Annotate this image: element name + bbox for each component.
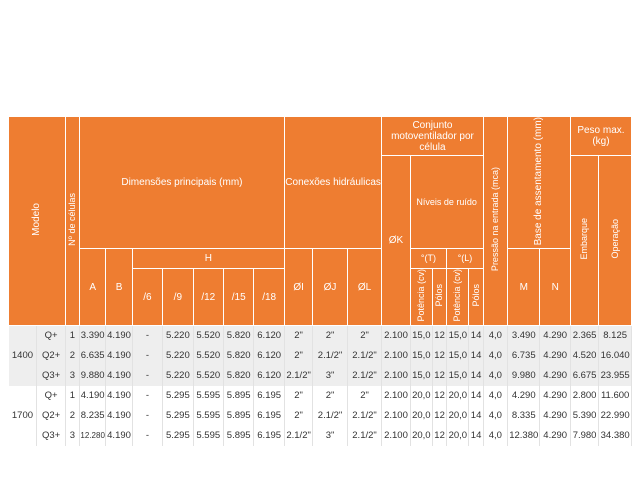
celulas-cell: 1 bbox=[65, 386, 79, 406]
h12-cell: 5.520 bbox=[193, 325, 223, 346]
h9-cell: 5.220 bbox=[163, 366, 193, 386]
header-h: H bbox=[132, 249, 284, 269]
header-h12: /12 bbox=[193, 269, 223, 326]
ol-cell: 2.1/2" bbox=[347, 366, 382, 386]
pressao-cell: 4,0 bbox=[483, 366, 507, 386]
header-peso: Peso max. (kg) bbox=[570, 117, 631, 156]
a-cell: 8.235 bbox=[79, 406, 105, 426]
a-cell: 4.190 bbox=[79, 386, 105, 406]
n-cell: 4.290 bbox=[540, 346, 570, 366]
header-polos-l: Pólos bbox=[469, 269, 483, 326]
operacao-cell: 34.380 bbox=[599, 426, 632, 446]
potencia-l-cell: 15,0 bbox=[447, 366, 469, 386]
pressao-cell: 4,0 bbox=[483, 426, 507, 446]
ok-cell: 2.100 bbox=[382, 426, 410, 446]
modelo-cell: 1700 bbox=[9, 386, 37, 446]
polos-l-cell: 14 bbox=[469, 366, 483, 386]
ok-cell: 2.100 bbox=[382, 406, 410, 426]
h12-cell: 5.520 bbox=[193, 366, 223, 386]
potencia-t-cell: 20,0 bbox=[410, 406, 432, 426]
oj-cell: 2.1/2" bbox=[313, 406, 347, 426]
h12-cell: 5.520 bbox=[193, 346, 223, 366]
embarque-cell: 2.365 bbox=[570, 325, 598, 346]
ol-cell: 2" bbox=[347, 386, 382, 406]
polos-l-cell: 14 bbox=[469, 325, 483, 346]
a-cell: 9.880 bbox=[79, 366, 105, 386]
polos-l-cell: 14 bbox=[469, 346, 483, 366]
celulas-cell: 3 bbox=[65, 426, 79, 446]
oi-cell: 2" bbox=[284, 346, 312, 366]
h12-cell: 5.595 bbox=[193, 406, 223, 426]
header-ol: ØL bbox=[347, 249, 382, 326]
n-cell: 4.290 bbox=[540, 366, 570, 386]
h6-cell: - bbox=[132, 346, 162, 366]
m-cell: 12.380 bbox=[508, 426, 540, 446]
oj-cell: 2" bbox=[313, 386, 347, 406]
pressao-cell: 4,0 bbox=[483, 406, 507, 426]
variante-cell: Q2+ bbox=[37, 406, 65, 426]
operacao-cell: 23.955 bbox=[599, 366, 632, 386]
m-cell: 8.335 bbox=[508, 406, 540, 426]
h9-cell: 5.295 bbox=[163, 406, 193, 426]
h15-cell: 5.820 bbox=[223, 366, 253, 386]
header-modelo: Modelo bbox=[9, 117, 66, 326]
b-cell: 4.190 bbox=[106, 406, 132, 426]
header-conjunto: Conjunto motoventilador por célula bbox=[382, 117, 483, 156]
polos-l-cell: 14 bbox=[469, 426, 483, 446]
variante-cell: Q+ bbox=[37, 325, 65, 346]
embarque-cell: 6.675 bbox=[570, 366, 598, 386]
operacao-cell: 22.990 bbox=[599, 406, 632, 426]
potencia-t-cell: 15,0 bbox=[410, 366, 432, 386]
header-niveis: Níveis de ruído bbox=[410, 156, 483, 249]
polos-l-cell: 14 bbox=[469, 386, 483, 406]
header-a: A bbox=[79, 249, 105, 326]
h6-cell: - bbox=[132, 386, 162, 406]
header-conexoes: Conexões hidráulicas bbox=[284, 117, 381, 249]
table-header bbox=[9, 117, 632, 326]
oj-cell: 3" bbox=[313, 366, 347, 386]
m-cell: 6.735 bbox=[508, 346, 540, 366]
pressao-cell: 4,0 bbox=[483, 346, 507, 366]
embarque-cell: 7.980 bbox=[570, 426, 598, 446]
oi-cell: 2" bbox=[284, 325, 312, 346]
operacao-cell: 16.040 bbox=[599, 346, 632, 366]
header-potencia-t: Potência (cv) bbox=[410, 269, 432, 326]
pressao-cell: 4,0 bbox=[483, 386, 507, 406]
h18-cell: 6.120 bbox=[254, 325, 285, 346]
ok-cell: 2.100 bbox=[382, 366, 410, 386]
n-cell: 4.290 bbox=[540, 386, 570, 406]
operacao-cell: 8.125 bbox=[599, 325, 632, 346]
b-cell: 4.190 bbox=[106, 386, 132, 406]
oj-cell: 3" bbox=[313, 426, 347, 446]
ok-cell: 2.100 bbox=[382, 325, 410, 346]
oi-cell: 2.1/2" bbox=[284, 366, 312, 386]
oi-cell: 2" bbox=[284, 406, 312, 426]
header-pressao: Pressão na entrada (mca) bbox=[483, 117, 507, 326]
variante-cell: Q2+ bbox=[37, 346, 65, 366]
header-h18: /18 bbox=[254, 269, 285, 326]
embarque-cell: 2.800 bbox=[570, 386, 598, 406]
table-row bbox=[9, 366, 632, 386]
potencia-t-cell: 15,0 bbox=[410, 346, 432, 366]
potencia-l-cell: 20,0 bbox=[447, 406, 469, 426]
h15-cell: 5.820 bbox=[223, 346, 253, 366]
modelo-cell: 1400 bbox=[9, 325, 37, 386]
oi-cell: 2.1/2" bbox=[284, 426, 312, 446]
h18-cell: 6.195 bbox=[254, 406, 285, 426]
b-cell: 4.190 bbox=[106, 426, 132, 446]
variante-cell: Q3+ bbox=[37, 366, 65, 386]
h18-cell: 6.120 bbox=[254, 346, 285, 366]
celulas-cell: 1 bbox=[65, 325, 79, 346]
header-potencia-l: Potência (cv) bbox=[447, 269, 469, 326]
b-cell: 4.190 bbox=[106, 366, 132, 386]
header-oj: ØJ bbox=[313, 249, 347, 326]
h6-cell: - bbox=[132, 426, 162, 446]
m-cell: 3.490 bbox=[508, 325, 540, 346]
ok-cell: 2.100 bbox=[382, 386, 410, 406]
h12-cell: 5.595 bbox=[193, 426, 223, 446]
variante-cell: Q3+ bbox=[37, 426, 65, 446]
header-dimensoes: Dimensões principais (mm) bbox=[79, 117, 284, 249]
h6-cell: - bbox=[132, 406, 162, 426]
potencia-t-cell: 15,0 bbox=[410, 325, 432, 346]
header-n: N bbox=[540, 249, 570, 326]
h9-cell: 5.220 bbox=[163, 325, 193, 346]
variante-cell: Q+ bbox=[37, 386, 65, 406]
header-m: M bbox=[508, 249, 540, 326]
ol-cell: 2.1/2" bbox=[347, 406, 382, 426]
h18-cell: 6.120 bbox=[254, 366, 285, 386]
h15-cell: 5.895 bbox=[223, 406, 253, 426]
table-body bbox=[9, 325, 632, 446]
a-cell: 6.635 bbox=[79, 346, 105, 366]
table-row bbox=[9, 346, 632, 366]
oj-cell: 2.1/2" bbox=[313, 346, 347, 366]
potencia-t-cell: 20,0 bbox=[410, 386, 432, 406]
potencia-t-cell: 20,0 bbox=[410, 426, 432, 446]
header-nivel-l: °(L) bbox=[447, 249, 484, 269]
h6-cell: - bbox=[132, 325, 162, 346]
potencia-l-cell: 15,0 bbox=[447, 325, 469, 346]
header-n-celulas: Nº de células bbox=[65, 117, 79, 326]
polos-t-cell: 12 bbox=[432, 366, 446, 386]
potencia-l-cell: 20,0 bbox=[447, 426, 469, 446]
h9-cell: 5.295 bbox=[163, 426, 193, 446]
spec-table bbox=[8, 116, 632, 446]
n-cell: 4.290 bbox=[540, 406, 570, 426]
celulas-cell: 2 bbox=[65, 406, 79, 426]
header-polos-t: Pólos bbox=[432, 269, 446, 326]
polos-t-cell: 12 bbox=[432, 386, 446, 406]
ol-cell: 2" bbox=[347, 325, 382, 346]
polos-l-cell: 14 bbox=[469, 406, 483, 426]
table-row bbox=[9, 426, 632, 446]
m-cell: 4.290 bbox=[508, 386, 540, 406]
header-embarque: Embarque bbox=[570, 156, 598, 326]
celulas-cell: 2 bbox=[65, 346, 79, 366]
h18-cell: 6.195 bbox=[254, 426, 285, 446]
oj-cell: 2" bbox=[313, 325, 347, 346]
polos-t-cell: 12 bbox=[432, 406, 446, 426]
polos-t-cell: 12 bbox=[432, 325, 446, 346]
h15-cell: 5.820 bbox=[223, 325, 253, 346]
table-row bbox=[9, 325, 632, 346]
a-cell: 3.390 bbox=[79, 325, 105, 346]
header-h15: /15 bbox=[223, 269, 253, 326]
ol-cell: 2.1/2" bbox=[347, 426, 382, 446]
operacao-cell: 11.600 bbox=[599, 386, 632, 406]
polos-t-cell: 12 bbox=[432, 346, 446, 366]
embarque-cell: 4.520 bbox=[570, 346, 598, 366]
h15-cell: 5.895 bbox=[223, 386, 253, 406]
a-cell: 12.280 bbox=[79, 426, 105, 446]
h6-cell: - bbox=[132, 366, 162, 386]
header-h9: /9 bbox=[163, 269, 193, 326]
h9-cell: 5.220 bbox=[163, 346, 193, 366]
h9-cell: 5.295 bbox=[163, 386, 193, 406]
header-nivel-t: °(T) bbox=[410, 249, 447, 269]
header-h6: /6 bbox=[132, 269, 162, 326]
n-cell: 4.290 bbox=[540, 325, 570, 346]
potencia-l-cell: 20,0 bbox=[447, 386, 469, 406]
table-row bbox=[9, 406, 632, 426]
b-cell: 4.190 bbox=[106, 346, 132, 366]
h12-cell: 5.595 bbox=[193, 386, 223, 406]
ol-cell: 2.1/2" bbox=[347, 346, 382, 366]
n-cell: 4.290 bbox=[540, 426, 570, 446]
celulas-cell: 3 bbox=[65, 366, 79, 386]
ok-cell: 2.100 bbox=[382, 346, 410, 366]
header-base: Base de assentamento (mm) bbox=[508, 117, 571, 249]
header-b: B bbox=[106, 249, 132, 326]
potencia-l-cell: 15,0 bbox=[447, 346, 469, 366]
b-cell: 4.190 bbox=[106, 325, 132, 346]
h18-cell: 6.195 bbox=[254, 386, 285, 406]
m-cell: 9.980 bbox=[508, 366, 540, 386]
polos-t-cell: 12 bbox=[432, 426, 446, 446]
pressao-cell: 4,0 bbox=[483, 325, 507, 346]
oi-cell: 2" bbox=[284, 386, 312, 406]
header-operacao: Operação bbox=[599, 156, 632, 326]
table-row bbox=[9, 386, 632, 406]
header-ok: ØK bbox=[382, 156, 410, 326]
h15-cell: 5.895 bbox=[223, 426, 253, 446]
embarque-cell: 5.390 bbox=[570, 406, 598, 426]
header-oi: ØI bbox=[284, 249, 312, 326]
